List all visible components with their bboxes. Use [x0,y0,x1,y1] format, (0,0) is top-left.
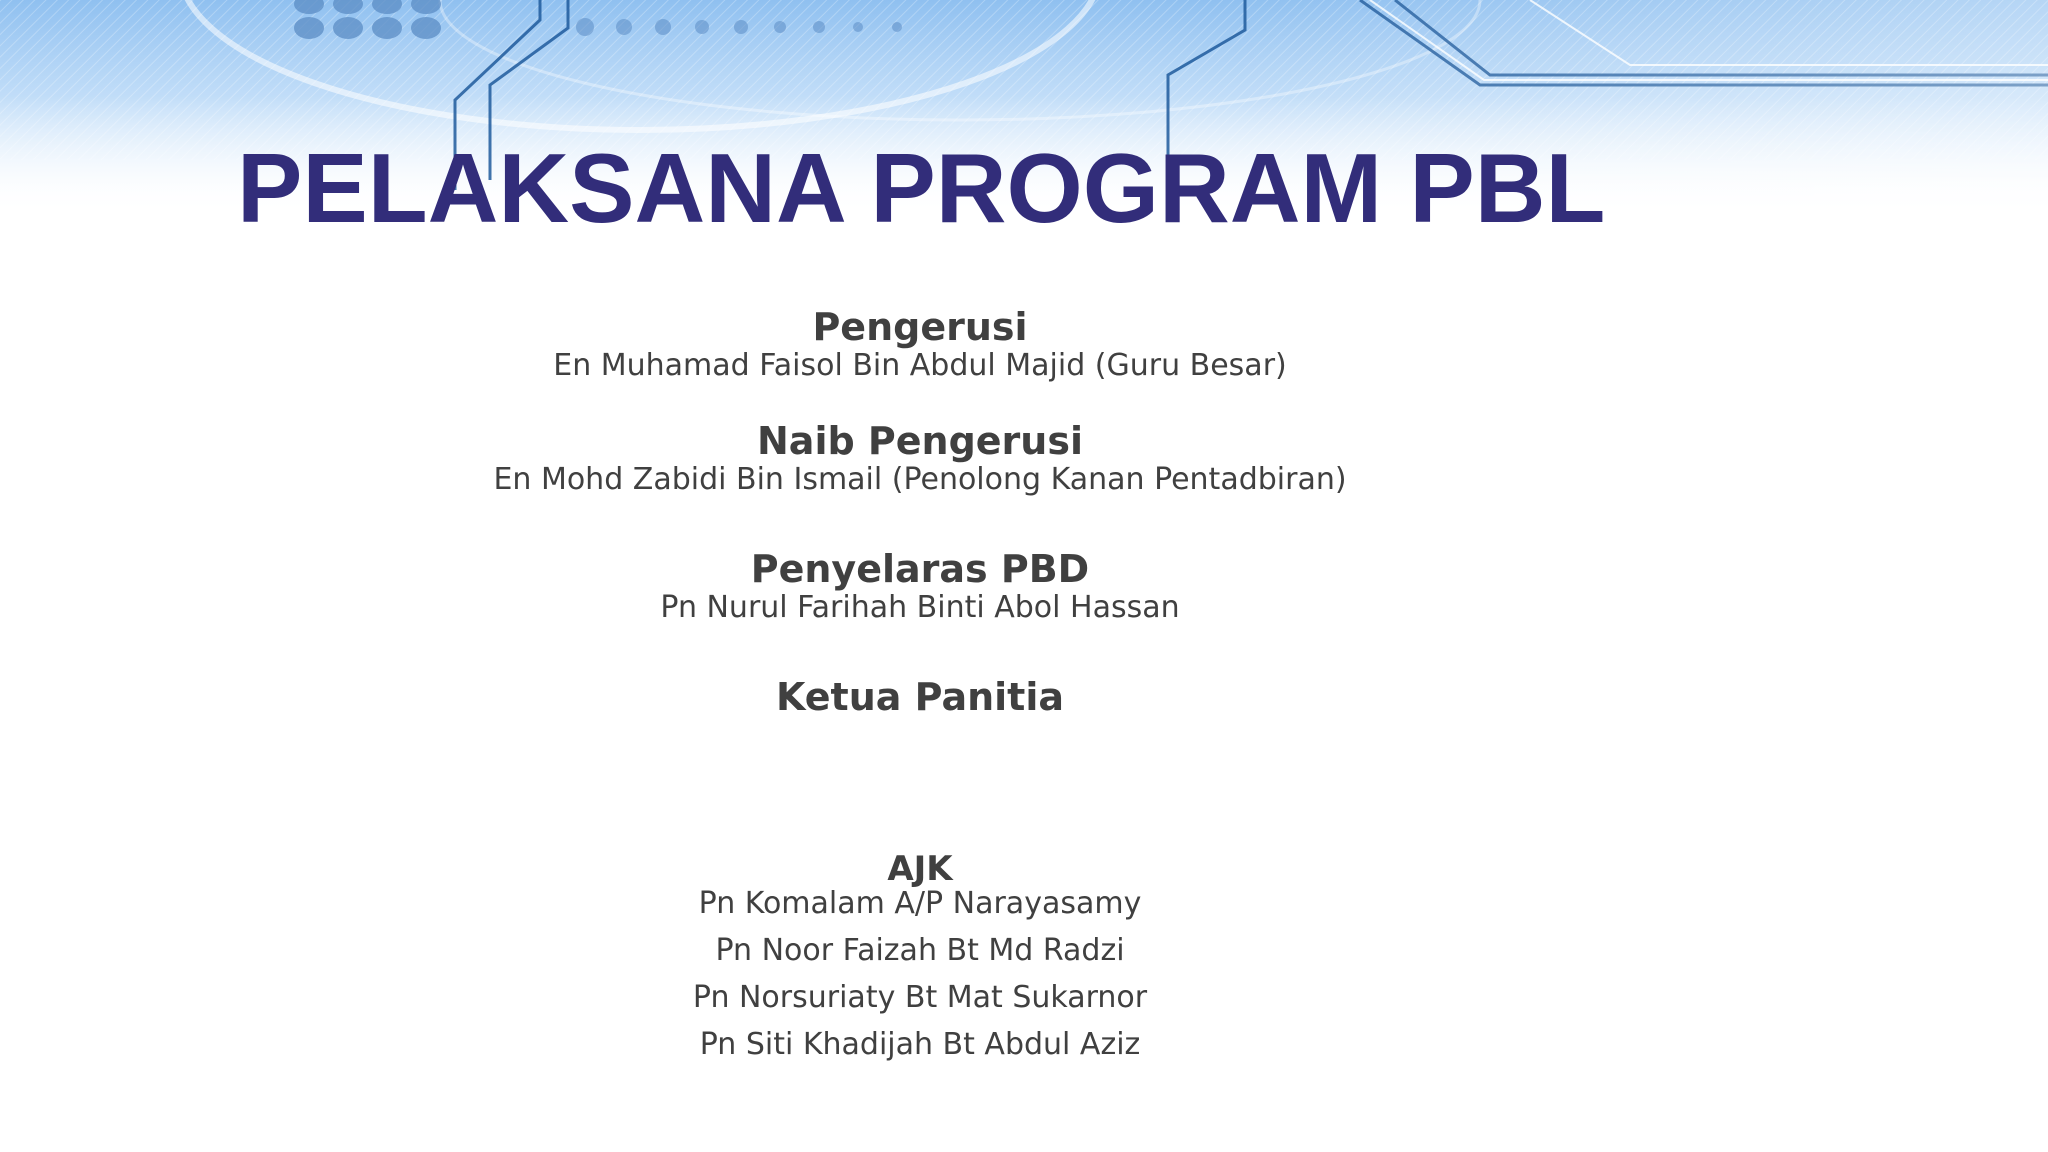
slide-title: PELAKSANA PROGRAM PBL [237,133,1606,243]
role-heading: Ketua Panitia [775,675,1065,719]
ajk-member: Pn Norsuriaty Bt Mat Sukarnor [692,980,1148,1015]
ajk-member: Pn Noor Faizah Bt Md Radzi [715,933,1125,968]
person-name: En Muhamad Faisol Bin Abdul Majid (Guru Besar) [553,348,1287,383]
ajk-member: Pn Siti Khadijah Bt Abdul Aziz [699,1027,1141,1062]
role-heading: Pengerusi [812,305,1028,349]
person-name: Pn Nurul Farihah Binti Abol Hassan [660,590,1180,625]
naib-pengerusi-section [0,421,1840,499]
role-heading: Penyelaras PBD [750,547,1090,591]
person-name: En Mohd Zabidi Bin Ismail (Penolong Kanan Pentadbiran) [493,462,1347,497]
role-heading: AJK [887,849,953,889]
ajk-section [0,850,1840,1068]
penyelaras-section [0,549,1840,627]
pengerusi-section [0,307,1840,385]
ketua-panitia-section [0,677,1840,717]
ajk-member: Pn Komalam A/P Narayasamy [698,886,1142,921]
role-heading: Naib Pengerusi [757,419,1083,463]
